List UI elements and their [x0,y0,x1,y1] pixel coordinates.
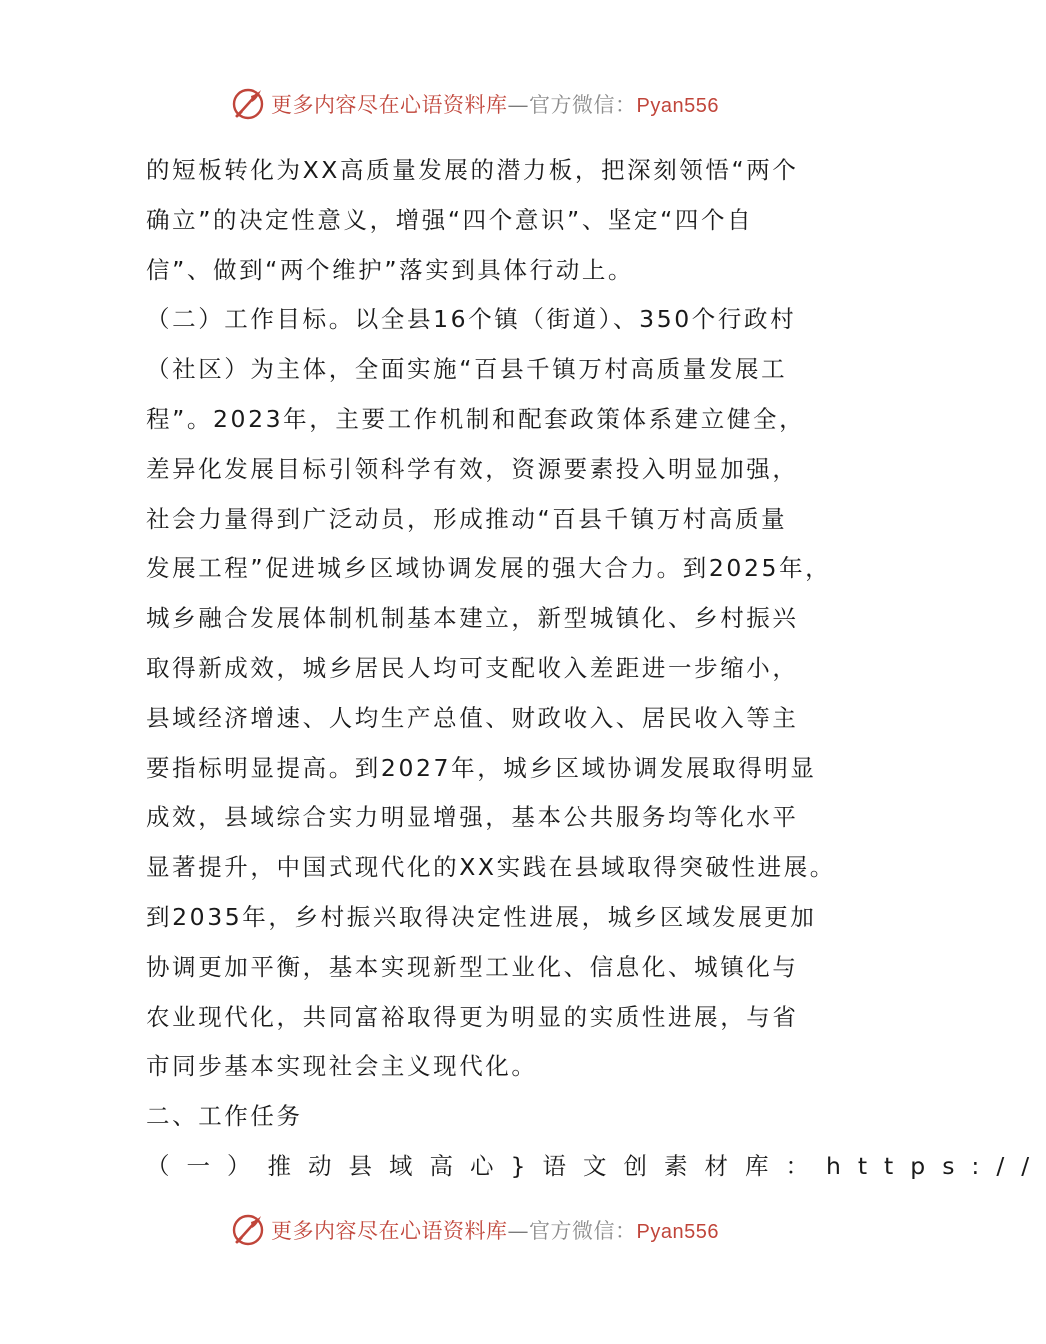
body-line: （社区）为主体，全面实施“百县千镇万村高质量发展工 [146,355,788,384]
footer-brand: 更多内容尽在心语资料库 [271,1219,508,1243]
body-line: 取得新成效，城乡居民人均可支配收入差距进一步缩小， [146,653,799,682]
body-line: 确立”的决定性意义，增强“四个意识”、坚定“四个自 [146,205,754,234]
header-watermark-text [271,89,719,119]
body-line: 成效，县域综合实力明显增强，基本公共服务均等化水平 [146,803,799,832]
body-line: 显著提升，中国式现代化的XX实践在县域取得突破性进展。 [146,853,836,882]
body-line: 县域经济增速、人均生产总值、财政收入、居民收入等主 [146,703,799,732]
body-line-truncated: （一）推动县域高心}语文创素材库：https:// [146,1151,1046,1180]
footer-wechat-label: 官方微信： [529,1219,637,1243]
body-line: 程”。2023年，主要工作机制和配套政策体系建立健全， [146,404,806,433]
quill-logo-icon [231,87,265,121]
body-line: 的短板转化为XX高质量发展的潜力板，把深刻领悟“两个 [146,156,799,184]
footer-wechat-id: Pyan556 [636,1221,719,1243]
header-separator: — [507,93,530,117]
body-line: 协调更加平衡，基本实现新型工业化、信息化、城镇化与 [146,952,799,981]
footer-separator: — [507,1219,530,1243]
body-line: 信”、做到“两个维护”落实到具体行动上。 [146,255,635,284]
body-line: 发展工程”促进城乡区域协调发展的强大合力。到2025年， [146,554,832,583]
section-heading: 二、工作任务 [146,1102,303,1131]
body-line: 市同步基本实现社会主义现代化。 [146,1052,538,1081]
footer-watermark-text [271,1215,719,1245]
body-line: （二）工作目标。以全县16个镇（街道）、350个行政村 [146,305,797,334]
body-line: 农业现代化，共同富裕取得更为明显的实质性进展，与省 [146,1002,799,1031]
body-line: 社会力量得到广泛动员，形成推动“百县千镇万村高质量 [146,504,788,533]
quill-logo-icon [231,1213,265,1247]
document-body [146,146,1046,1192]
header-brand: 更多内容尽在心语资料库 [271,93,508,117]
body-line: 要指标明显提高。到2027年，城乡区域协调发展取得明显 [146,753,817,782]
body-line: 到2035年，乡村振兴取得决定性进展，城乡区域发展更加 [146,902,817,931]
body-line: 城乡融合发展体制机制基本建立，新型城镇化、乡村振兴 [146,604,799,633]
header-wechat-id: Pyan556 [636,95,719,117]
header-watermark [0,84,950,124]
footer-watermark [0,1210,950,1250]
body-line: 差异化发展目标引领科学有效，资源要素投入明显加强， [146,454,799,483]
header-wechat-label: 官方微信： [529,93,637,117]
